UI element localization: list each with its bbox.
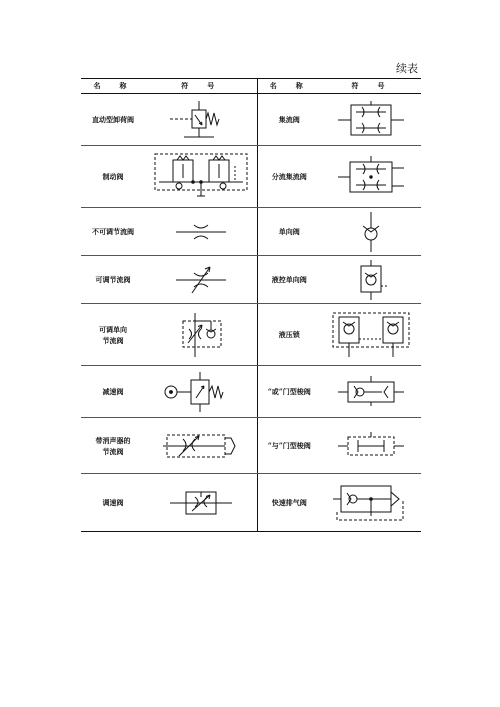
name-cell: 制动阀 <box>81 146 145 208</box>
name-cell: 集流阀 <box>257 94 321 146</box>
symbol-cell <box>321 304 421 366</box>
name-cell: 减速阀 <box>81 366 145 418</box>
symbol-cell <box>145 474 257 532</box>
unloading-valve-symbol <box>166 101 236 139</box>
name-cell: 可调单向 节流阀 <box>81 304 145 366</box>
symbol-cell <box>145 208 257 256</box>
name-cell: 分流集流阀 <box>257 146 321 208</box>
symbol-cell <box>321 146 421 208</box>
continued-label: 续表 <box>396 62 418 75</box>
symbol-cell <box>145 146 257 208</box>
name-cell: 不可调节流阀 <box>81 208 145 256</box>
speed-control-valve-symbol <box>166 488 236 518</box>
name-cell: 可调节流阀 <box>81 256 145 304</box>
flow-divider-combiner-symbol <box>336 156 406 198</box>
name-cell: 直动型卸荷阀 <box>81 94 145 146</box>
name-cell: 单向阀 <box>257 208 321 256</box>
symbol-cell <box>145 256 257 304</box>
table-row <box>81 366 421 418</box>
table-row <box>81 418 421 474</box>
and-shuttle-valve-symbol <box>336 432 406 460</box>
symbol-cell <box>145 418 257 474</box>
name-cell: 快速排气阀 <box>257 474 321 532</box>
symbol-cell <box>145 94 257 146</box>
one-way-throttle-symbol <box>171 313 231 357</box>
symbol-cell <box>145 304 257 366</box>
table-row <box>81 94 421 146</box>
check-valve-symbol <box>356 212 386 252</box>
table-row <box>81 304 421 366</box>
deceleration-valve-symbol <box>163 372 239 412</box>
symbol-cell <box>145 366 257 418</box>
table-header-row <box>81 79 421 94</box>
symbol-cell <box>321 256 421 304</box>
name-cell: 液压锁 <box>257 304 321 366</box>
name-cell: 带消声器的 节流阀 <box>81 418 145 474</box>
header-name-right: 名 称 <box>257 79 321 94</box>
or-shuttle-valve-symbol <box>336 376 406 408</box>
table-row <box>81 256 421 304</box>
name-cell: 液控单向阀 <box>257 256 321 304</box>
name-cell: 调速阀 <box>81 474 145 532</box>
symbol-cell <box>321 208 421 256</box>
symbol-table <box>81 78 421 532</box>
name-cell: “或”门型梭阀 <box>257 366 321 418</box>
header-name-left: 名 称 <box>81 79 145 94</box>
header-symbol-left: 符 号 <box>145 79 257 94</box>
symbol-cell <box>321 474 421 532</box>
adjustable-throttle-symbol <box>166 263 236 297</box>
flow-combiner-symbol <box>336 101 406 139</box>
symbol-cell <box>321 418 421 474</box>
pilot-check-valve-symbol <box>353 260 389 300</box>
header-symbol-right: 符 号 <box>321 79 421 94</box>
brake-valve-symbol <box>151 152 251 202</box>
name-cell: “与”门型梭阀 <box>257 418 321 474</box>
quick-exhaust-valve-symbol <box>331 482 411 524</box>
silenced-throttle-symbol <box>161 429 241 463</box>
table-row <box>81 208 421 256</box>
symbol-cell <box>321 94 421 146</box>
symbol-cell <box>321 366 421 418</box>
fixed-throttle-symbol <box>166 222 236 242</box>
table-row <box>81 474 421 532</box>
hydraulic-lock-symbol <box>331 311 411 359</box>
table-row <box>81 146 421 208</box>
